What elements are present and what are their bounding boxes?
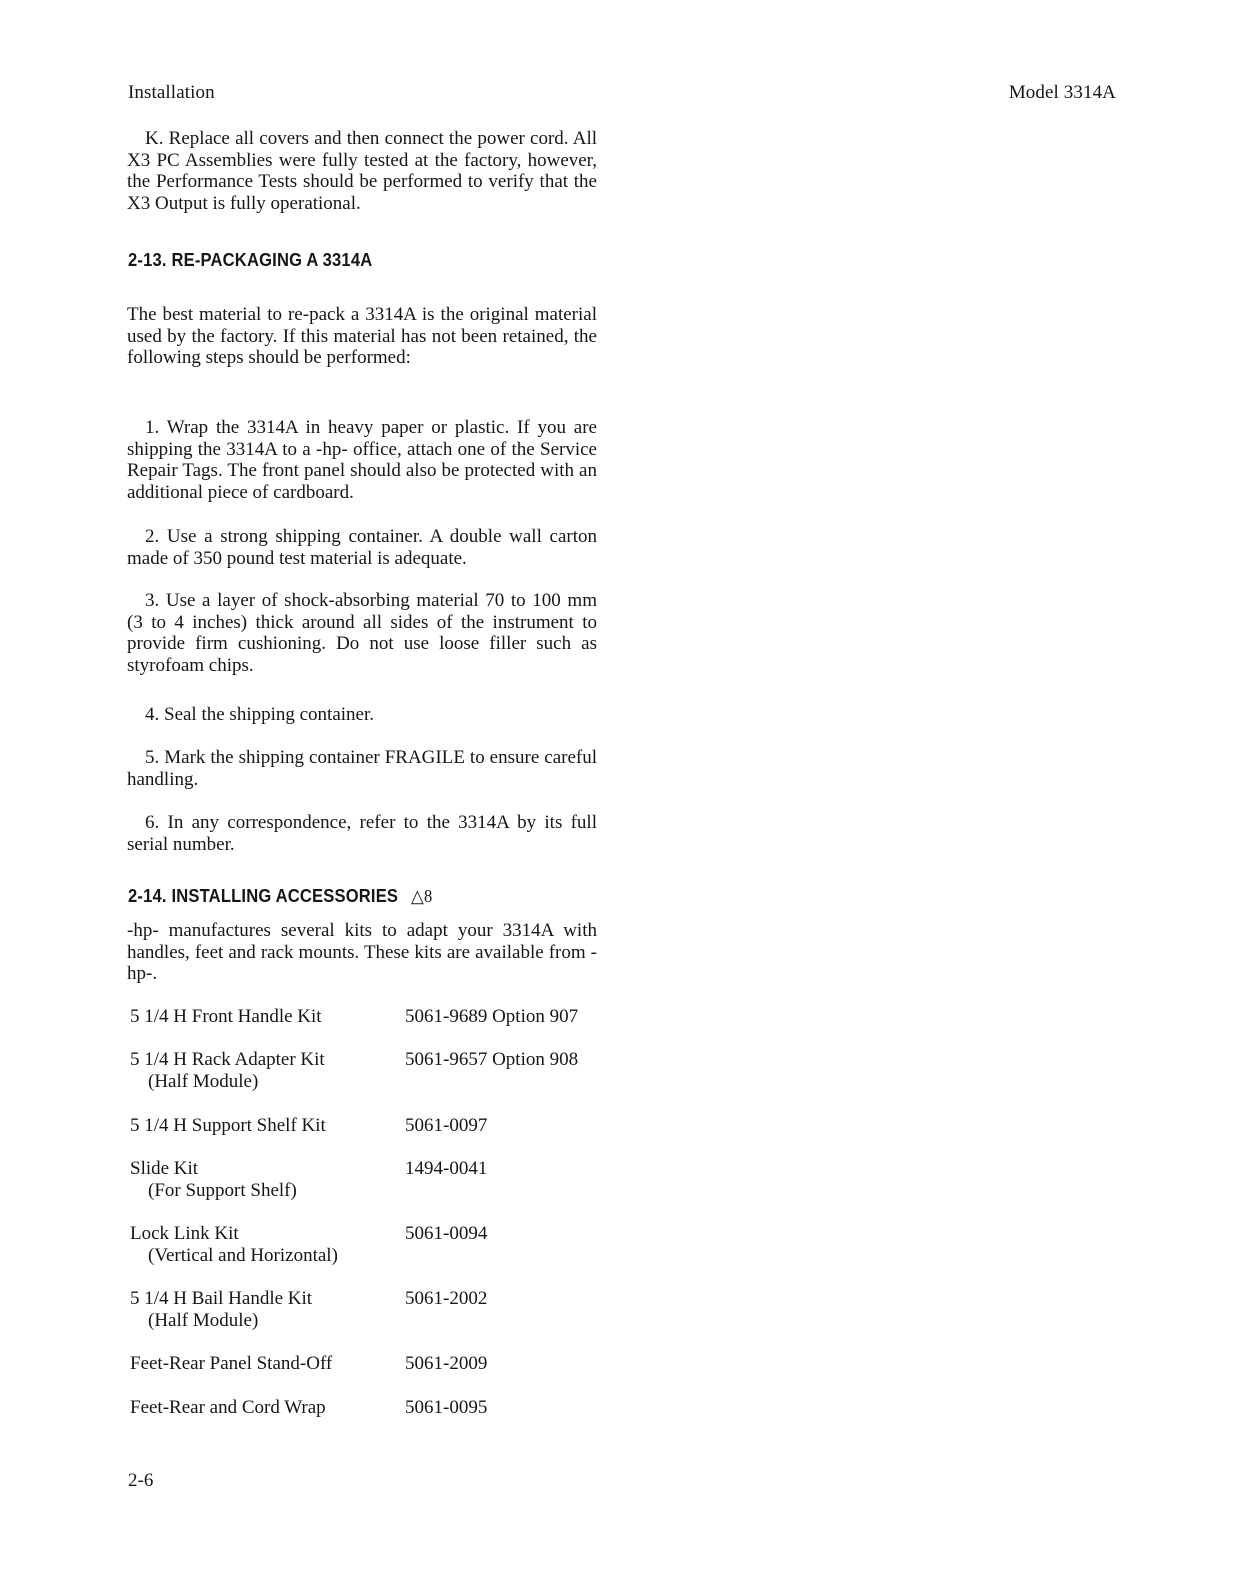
paragraph-k: K. Replace all covers and then connect the power cord. All X3 PC Assemblies were fully tested at the factory, however, the Performance Tests should be performed to verify that the X3 Output is fully operational. <box>127 128 597 215</box>
kit-subtitle: (Vertical and Horizontal) <box>148 1245 338 1266</box>
revision-delta-mark: △8 <box>411 886 433 906</box>
running-header-model: Model 3314A <box>1008 82 1116 103</box>
page-number: 2-6 <box>128 1470 154 1491</box>
kit-name: Feet-Rear and Cord Wrap <box>130 1397 326 1418</box>
kit-subtitle: (Half Module) <box>148 1310 259 1331</box>
step-5: 5. Mark the shipping container FRAGILE to ensure careful handling. <box>127 747 597 790</box>
intro-paragraph-2-14: -hp- manufactures several kits to adapt your 3314A with handles, feet and rack mounts. These kits are available from -hp-. <box>127 920 597 985</box>
running-header-section: Installation <box>128 82 215 103</box>
kit-name: Lock Link Kit <box>130 1223 239 1244</box>
section-heading-2-14-title: 2-14. INSTALLING ACCESSORIES <box>128 886 399 906</box>
kit-part-number: 5061-0094 <box>405 1223 488 1244</box>
kit-name: Slide Kit <box>130 1158 199 1179</box>
kit-part-number: 5061-9657 Option 908 <box>405 1049 579 1070</box>
step-4: 4. Seal the shipping container. <box>145 704 375 725</box>
kit-part-number: 5061-0095 <box>405 1397 488 1418</box>
kit-name: 5 1/4 H Front Handle Kit <box>130 1006 322 1027</box>
step-6: 6. In any correspondence, refer to the 3314A by its full serial number. <box>127 812 597 855</box>
kit-part-number: 5061-9689 Option 907 <box>405 1006 579 1027</box>
kit-subtitle: (For Support Shelf) <box>148 1180 297 1201</box>
kit-name: Feet-Rear Panel Stand-Off <box>130 1353 333 1374</box>
step-3: 3. Use a layer of shock-absorbing material 70 to 100 mm (3 to 4 inches) thick around all sides of the instrument to provide firm cushioning. Do not use loose filler such as styrofoam chips. <box>127 590 597 677</box>
kit-name: 5 1/4 H Rack Adapter Kit <box>130 1049 325 1070</box>
kit-part-number: 5061-0097 <box>405 1115 488 1136</box>
kit-part-number: 5061-2009 <box>405 1353 488 1374</box>
kit-name: 5 1/4 H Bail Handle Kit <box>130 1288 313 1309</box>
section-heading-2-14 <box>128 886 432 907</box>
kit-part-number: 1494-0041 <box>405 1158 488 1179</box>
intro-paragraph-2-13: The best material to re-pack a 3314A is the original material used by the factory. If this material has not been retained, the following steps should be performed: <box>127 304 597 369</box>
step-1: 1. Wrap the 3314A in heavy paper or plastic. If you are shipping the 3314A to a -hp- office, attach one of the Service Repair Tags. The front panel should also be protected with an additional piece of cardboard. <box>127 417 597 504</box>
kit-part-number: 5061-2002 <box>405 1288 488 1309</box>
step-2: 2. Use a strong shipping container. A double wall carton made of 350 pound test material is adequate. <box>127 526 597 569</box>
section-heading-2-13: 2-13. RE-PACKAGING A 3314A <box>128 250 373 270</box>
kit-subtitle: (Half Module) <box>148 1071 259 1092</box>
kit-name: 5 1/4 H Support Shelf Kit <box>130 1115 326 1136</box>
